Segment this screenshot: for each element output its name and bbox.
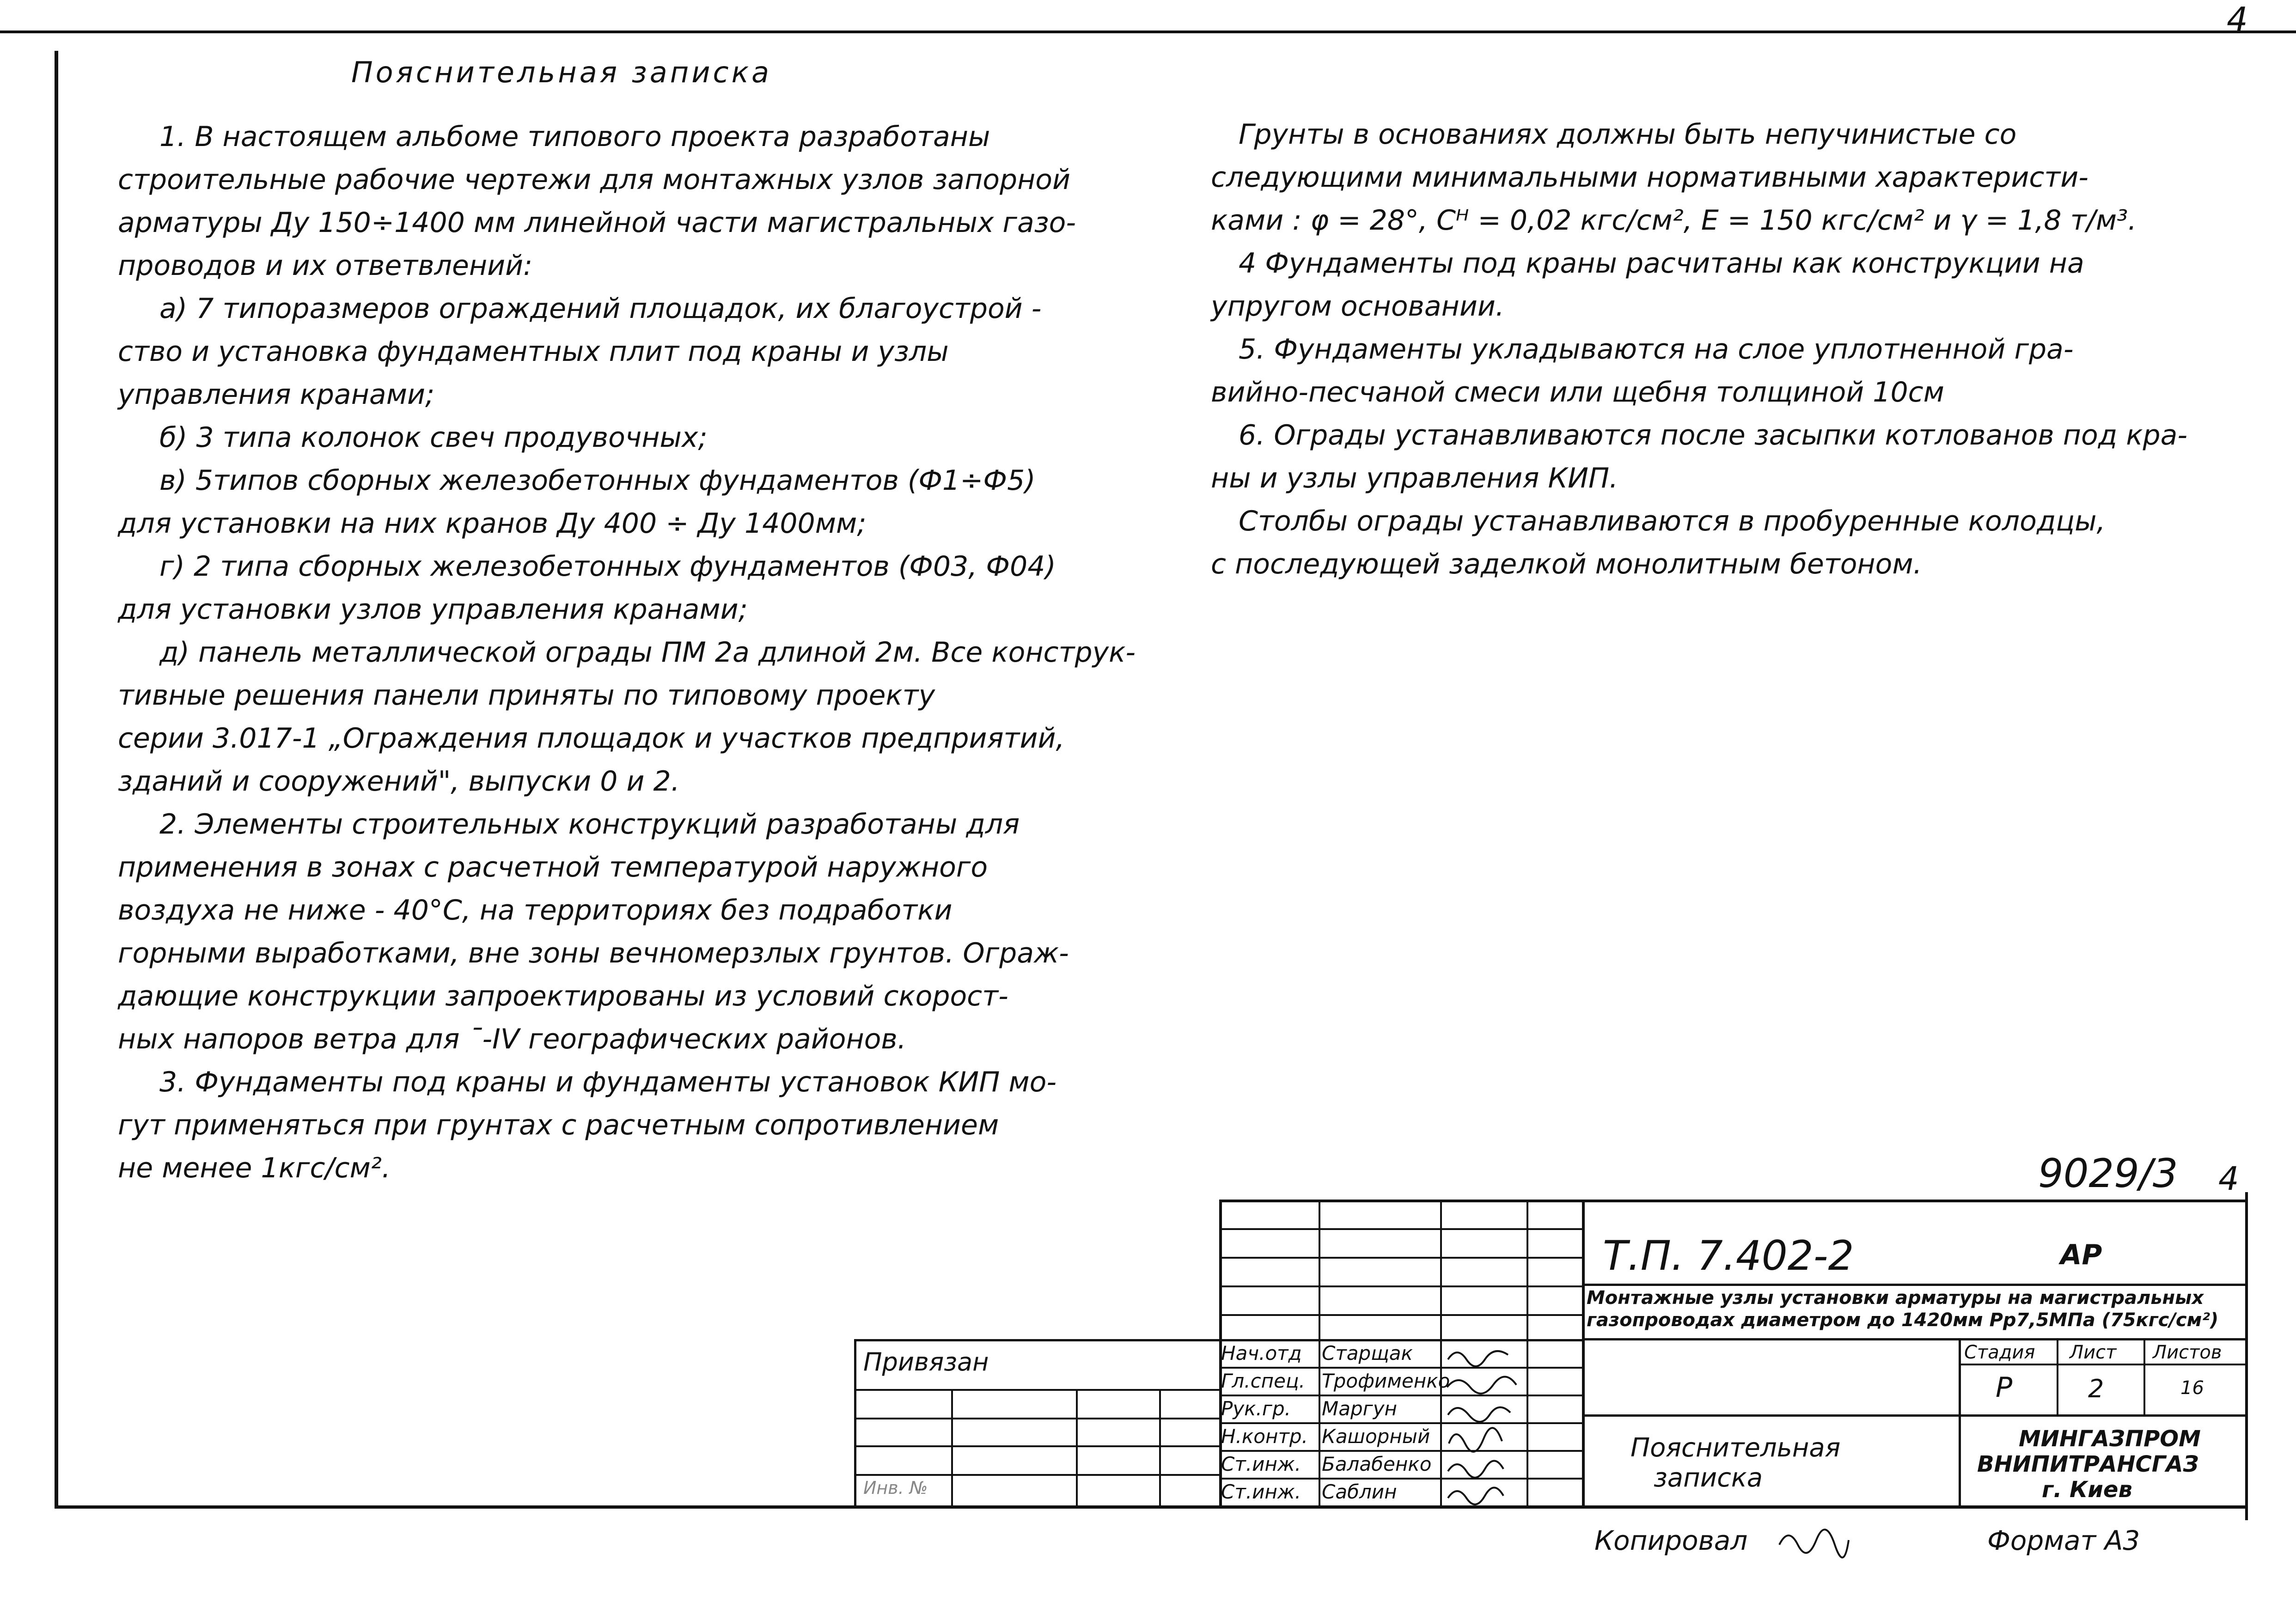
paragraph-line: применения в зонах с расчетной температурой наружного: [118, 851, 988, 883]
section-code: АР: [2060, 1239, 2102, 1271]
paragraph-line: 6. Ограды устанавливаются после засыпки котлованов под кра-: [1239, 419, 2188, 451]
signatory-name: Балабенко: [1322, 1453, 1432, 1475]
paragraph-line: ство и установка фундаментных плит под краны и узлы: [118, 335, 949, 368]
paragraph-line: серии 3.017-1 „Ограждения площадок и участков предприятий,: [118, 722, 1065, 755]
paragraph-line: 3. Фундаменты под краны и фундаменты установок КИП мо-: [159, 1066, 1057, 1098]
copier-signature: [1775, 1526, 1853, 1559]
org-line-2: ВНИПИТРАНСГАЗ: [1977, 1451, 2199, 1477]
paragraph-line: для установки узлов управления кранами;: [118, 593, 748, 626]
signature-scribbles: [1443, 1341, 1527, 1507]
signatory-name: Маргун: [1322, 1397, 1398, 1420]
page-number-small: 4: [2218, 1160, 2239, 1198]
paragraph-line: строительные рабочие чертежи для монтажных узлов запорной: [118, 164, 1071, 196]
paragraph-line: в) 5типов сборных железобетонных фундаментов (Ф1÷Ф5): [159, 464, 1036, 497]
paragraph-line: а) 7 типоразмеров ограждений площадок, их благоустрой -: [159, 292, 1042, 325]
paragraph-line: следующими минимальными нормативными характеристи-: [1211, 161, 2088, 194]
attached-label: Привязан: [863, 1347, 989, 1376]
paragraph-line: проводов и их ответвлений:: [118, 250, 533, 282]
stage-label: Стадия: [1964, 1342, 2035, 1363]
paragraph-line: вийно-песчаной смеси или щебня толщиной 10см: [1211, 376, 1944, 408]
stage-value: Р: [1996, 1371, 2013, 1404]
signatory-role: Рук.гр.: [1221, 1397, 1291, 1420]
signatory-name: Саблин: [1322, 1480, 1397, 1503]
frame-top-line: [0, 30, 2296, 33]
attachment-box: [854, 1339, 1219, 1506]
paragraph-line: не менее 1кгс/см².: [118, 1152, 391, 1184]
description-line-2: газопроводах диаметром до 1420мм Рр7,5МПа (75кгс/см²): [1587, 1309, 2219, 1331]
page-number: 4: [2227, 0, 2248, 39]
signatory-role: Ст.инж.: [1221, 1480, 1301, 1503]
sheets-label: Листов: [2153, 1342, 2222, 1363]
signatory-name: Трофименко: [1322, 1370, 1450, 1392]
frame-right-line: [2245, 1192, 2248, 1520]
paragraph-line: 2. Элементы строительных конструкций разработаны для: [159, 808, 1020, 840]
paragraph-line: для установки на них кранов Ду 400 ÷ Ду 1400мм;: [118, 507, 867, 540]
paragraph-line: г) 2 типа сборных железобетонных фундаментов (Ф03, Ф04): [159, 550, 1056, 583]
right-text-column: [1211, 113, 2187, 586]
inv-label: Инв. №: [863, 1478, 928, 1498]
signatory-role: Н.контр.: [1221, 1425, 1308, 1448]
paragraph-line: д) панель металлической ограды ПМ 2а длиной 2м. Все конструк-: [159, 636, 1136, 669]
signatory-name: Кашорный: [1322, 1425, 1430, 1448]
paragraph-line: воздуха не ниже - 40°С, на территориях без подработки: [118, 894, 953, 926]
signatory-role: Ст.инж.: [1221, 1453, 1301, 1475]
paragraph-line: ны и узлы управления КИП.: [1211, 462, 1618, 494]
paragraph-line: дающие конструкции запроектированы из условий скорост-: [118, 980, 1008, 1012]
signatory-role: Нач.отд: [1221, 1342, 1302, 1364]
page-title: Пояснительная записка: [351, 55, 772, 89]
paragraph-line: Грунты в основаниях должны быть непучинистые со: [1239, 118, 2017, 151]
paragraph-line: с последующей заделкой монолитным бетоном.: [1211, 548, 1922, 580]
paragraph-line: управления кранами;: [118, 378, 435, 411]
paragraph-line: 4 Фундаменты под краны расчитаны как конструкции на: [1239, 247, 2084, 280]
paragraph-line: б) 3 типа колонок свеч продувочных;: [159, 421, 708, 454]
sheets-value: 16: [2180, 1377, 2204, 1399]
sheet-title-line-2: записка: [1654, 1463, 1763, 1493]
paragraph-line: горными выработками, вне зоны вечномерзлых грунтов. Ограж-: [118, 937, 1069, 969]
paragraph-line: Столбы ограды устанавливаются в пробуренные колодцы,: [1239, 505, 2106, 537]
copied-label-text: Копировал: [1594, 1525, 1748, 1556]
paragraph-line: арматуры Ду 150÷1400 мм линейной части магистральных газо-: [118, 207, 1076, 239]
paragraph-line: ками : φ = 28°, Cᴴ = 0,02 кгс/см², E = 150 кгс/см² и γ = 1,8 т/м³.: [1211, 204, 2137, 237]
paragraph-line: гут применяться при грунтах с расчетным сопротивлением: [118, 1109, 999, 1141]
paragraph-line: ных напоров ветра для ¯-IV географических районов.: [118, 1023, 906, 1055]
document-code: 9029/3: [2038, 1151, 2178, 1197]
description-line-1: Монтажные узлы установки арматуры на магистральных: [1587, 1287, 2204, 1309]
copied-by-label: [1594, 1525, 1853, 1559]
signatory-role: Гл.спец.: [1221, 1370, 1305, 1392]
paragraph-line: 5. Фундаменты укладываются на слое уплотненной гра-: [1239, 333, 2074, 365]
title-block: [1219, 1200, 2245, 1508]
sheet-title-line-1: Пояснительная: [1630, 1433, 1841, 1463]
left-text-column: [118, 116, 1136, 1190]
paragraph-line: тивные решения панели приняты по типовому проекту: [118, 679, 935, 712]
frame-left-line: [55, 51, 58, 1506]
sheet-value: 2: [2088, 1374, 2104, 1403]
sheet-label: Лист: [2070, 1342, 2117, 1363]
format-label: Формат А3: [1987, 1525, 2140, 1556]
paragraph-line: зданий и сооружений", выпуски 0 и 2.: [118, 765, 680, 798]
org-line-1: МИНГАЗПРОМ: [2019, 1426, 2201, 1452]
project-code: Т.П. 7.402-2: [1603, 1232, 1854, 1279]
paragraph-line: 1. В настоящем альбоме типового проекта разработаны: [159, 121, 990, 153]
org-line-3: г. Киев: [2042, 1477, 2132, 1503]
paragraph-line: упругом основании.: [1211, 290, 1504, 323]
signatory-name: Старщак: [1322, 1342, 1413, 1364]
